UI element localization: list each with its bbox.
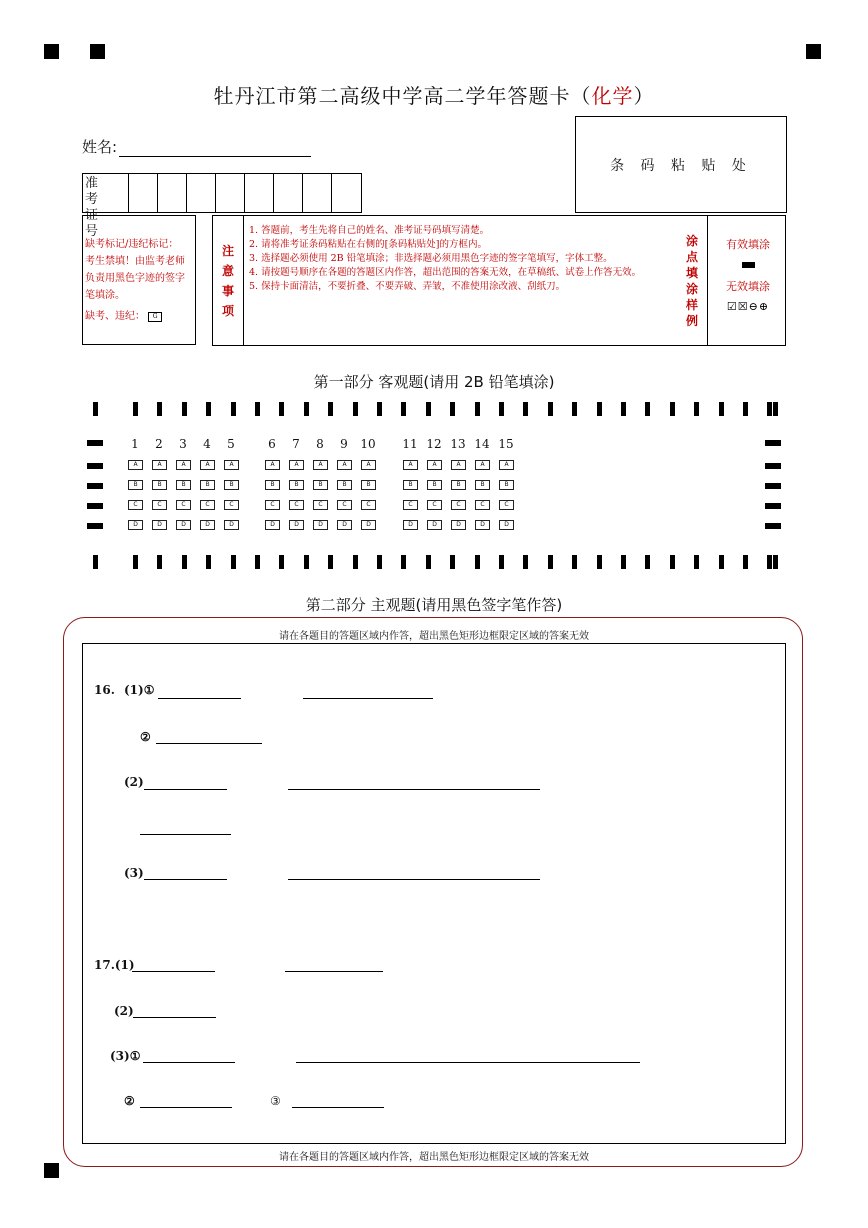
question-number: 10 (360, 437, 376, 451)
option-bubble-c[interactable]: C (475, 500, 490, 510)
question-number: 7 (292, 437, 300, 451)
section1-title: 第一部分 客观题(请用 2B 铅笔填涂) (313, 373, 555, 391)
option-bubble-b[interactable]: B (200, 480, 215, 490)
option-bubble-c[interactable]: C (224, 500, 239, 510)
option-bubble-d[interactable]: D (475, 520, 490, 530)
timing-mark (773, 402, 778, 416)
option-bubble-a[interactable]: A (337, 460, 352, 470)
row-mark (87, 523, 103, 529)
q16-part2: (2) (124, 775, 144, 789)
option-bubble-b[interactable]: B (289, 480, 304, 490)
timing-mark (767, 555, 772, 569)
timing-mark (621, 402, 626, 416)
option-bubble-c[interactable]: C (451, 500, 466, 510)
timing-mark (133, 555, 138, 569)
timing-mark (597, 402, 602, 416)
option-bubble-a[interactable]: A (265, 460, 280, 470)
option-bubble-a[interactable]: A (427, 460, 442, 470)
option-bubble-d[interactable]: D (224, 520, 239, 530)
option-bubble-c[interactable]: C (176, 500, 191, 510)
option-bubble-a[interactable]: A (152, 460, 167, 470)
timing-mark (206, 555, 211, 569)
question-number: 11 (402, 437, 418, 451)
row-mark (765, 523, 781, 529)
timing-mark (255, 555, 260, 569)
timing-mark (743, 555, 748, 569)
option-bubble-d[interactable]: D (361, 520, 376, 530)
question-number: 12 (426, 437, 442, 451)
q17-blank[interactable] (285, 970, 383, 972)
timing-mark (645, 555, 650, 569)
option-bubble-b[interactable]: B (475, 480, 490, 490)
option-bubble-d[interactable]: D (427, 520, 442, 530)
q17-label: 17.(1) (94, 958, 135, 972)
notice-label: 注 意 事 项 (213, 216, 244, 345)
option-bubble-c[interactable]: C (361, 500, 376, 510)
option-bubble-c[interactable]: C (289, 500, 304, 510)
option-bubble-d[interactable]: D (152, 520, 167, 530)
question-number: 14 (474, 437, 490, 451)
timing-mark (133, 402, 138, 416)
option-bubble-d[interactable]: D (451, 520, 466, 530)
absence-checkbox[interactable]: G (148, 312, 162, 322)
question-number: 9 (340, 437, 348, 451)
corner-mark (90, 44, 105, 59)
option-bubble-d[interactable]: D (337, 520, 352, 530)
row-mark (87, 483, 103, 489)
option-bubble-a[interactable]: A (289, 460, 304, 470)
option-bubble-d[interactable]: D (499, 520, 514, 530)
q16-blank[interactable] (288, 878, 540, 880)
timing-mark (548, 555, 553, 569)
option-bubble-a[interactable]: A (224, 460, 239, 470)
timing-mark (597, 555, 602, 569)
timing-mark (548, 402, 553, 416)
timing-mark (621, 555, 626, 569)
option-bubble-b[interactable]: B (176, 480, 191, 490)
timing-mark (475, 402, 480, 416)
option-bubble-d[interactable]: D (313, 520, 328, 530)
row-mark (87, 463, 103, 469)
option-bubble-c[interactable]: C (403, 500, 418, 510)
option-bubble-b[interactable]: B (361, 480, 376, 490)
section2-title: 第二部分 主观题(请用黑色签字笔作答) (305, 596, 563, 614)
q16-blank[interactable] (303, 697, 433, 699)
timing-mark (206, 402, 211, 416)
timing-mark (450, 402, 455, 416)
option-bubble-d[interactable]: D (265, 520, 280, 530)
timing-mark (719, 555, 724, 569)
option-bubble-d[interactable]: D (200, 520, 215, 530)
q16-label: 16. (94, 683, 115, 697)
option-bubble-d[interactable]: D (176, 520, 191, 530)
option-bubble-c[interactable]: C (313, 500, 328, 510)
q17-blank[interactable] (132, 970, 215, 972)
option-bubble-b[interactable]: B (451, 480, 466, 490)
option-bubble-b[interactable]: B (265, 480, 280, 490)
option-bubble-b[interactable]: B (499, 480, 514, 490)
q17-part3: (3)① (110, 1049, 141, 1063)
row-mark (765, 440, 781, 446)
option-bubble-a[interactable]: A (475, 460, 490, 470)
timing-mark (523, 555, 528, 569)
name-field[interactable]: 姓名: (82, 136, 311, 157)
corner-mark (44, 1163, 59, 1178)
absence-mark-box: 缺考标记/违纪标记： 考生禁填！由监考老师负责用黑色字迹的签字笔填涂。 缺考、违纪： G (82, 215, 196, 345)
timing-mark (499, 555, 504, 569)
q16-part3: (3) (124, 866, 144, 880)
option-bubble-a[interactable]: A (451, 460, 466, 470)
timing-mark (426, 555, 431, 569)
timing-mark (426, 402, 431, 416)
row-mark (765, 463, 781, 469)
option-bubble-c[interactable]: C (152, 500, 167, 510)
option-bubble-b[interactable]: B (337, 480, 352, 490)
question-number: 13 (450, 437, 466, 451)
timing-mark (353, 402, 358, 416)
q17-part3c: ③ (270, 1094, 281, 1108)
timing-mark (353, 555, 358, 569)
timing-mark (279, 402, 284, 416)
timing-mark (572, 402, 577, 416)
timing-mark (767, 402, 772, 416)
q16-blank[interactable] (144, 788, 227, 790)
row-mark (87, 503, 103, 509)
timing-mark (328, 555, 333, 569)
option-bubble-b[interactable]: B (224, 480, 239, 490)
timing-mark (743, 402, 748, 416)
barcode-area: 条 码 粘 贴 处 (575, 116, 787, 213)
option-bubble-a[interactable]: A (200, 460, 215, 470)
question-number: 15 (498, 437, 514, 451)
timing-mark (377, 402, 382, 416)
timing-mark (328, 402, 333, 416)
option-bubble-c[interactable]: C (128, 500, 143, 510)
q16-blank[interactable] (288, 788, 540, 790)
q17-blank[interactable] (140, 1106, 232, 1108)
q16-blank[interactable] (158, 697, 241, 699)
timing-mark (157, 555, 162, 569)
row-mark (87, 440, 103, 446)
corner-mark (806, 44, 821, 59)
question-number: 1 (131, 437, 139, 451)
option-bubble-b[interactable]: B (427, 480, 442, 490)
timing-mark (182, 402, 187, 416)
option-bubble-c[interactable]: C (265, 500, 280, 510)
question-number: 5 (227, 437, 235, 451)
fill-example: 有效填涂 无效填涂 ☑☒⊖⊕ (726, 238, 770, 313)
timing-mark (719, 402, 724, 416)
q16-blank[interactable] (144, 878, 227, 880)
fill-example-label: 涂 点 填 涂 样 例 (677, 216, 708, 345)
row-mark (765, 503, 781, 509)
notice-box (212, 215, 786, 346)
timing-mark (255, 402, 260, 416)
timing-mark (401, 555, 406, 569)
timing-mark (157, 402, 162, 416)
q16-blank[interactable] (156, 742, 262, 744)
timing-mark (645, 402, 650, 416)
option-bubble-b[interactable]: B (152, 480, 167, 490)
timing-mark (523, 402, 528, 416)
page-title: 牡丹江市第二高级中学高二学年答题卡（化学） (213, 84, 655, 108)
question-number: 4 (203, 437, 211, 451)
timing-mark (670, 402, 675, 416)
q17-part3b: ② (124, 1094, 135, 1108)
question-number: 6 (268, 437, 276, 451)
option-bubble-a[interactable]: A (313, 460, 328, 470)
timing-mark (231, 555, 236, 569)
option-bubble-a[interactable]: A (128, 460, 143, 470)
timing-mark (670, 555, 675, 569)
option-bubble-a[interactable]: A (499, 460, 514, 470)
question-number: 3 (179, 437, 187, 451)
q16-blank[interactable] (140, 833, 231, 835)
timing-mark (279, 555, 284, 569)
q17-blank[interactable] (143, 1061, 235, 1063)
q17-blank[interactable] (133, 1016, 216, 1018)
option-bubble-d[interactable]: D (289, 520, 304, 530)
option-bubble-a[interactable]: A (403, 460, 418, 470)
q16-part1b: ② (140, 730, 151, 744)
timing-mark (304, 555, 309, 569)
option-bubble-d[interactable]: D (128, 520, 143, 530)
exam-id-grid[interactable] (82, 173, 362, 239)
valid-fill-mark (742, 262, 755, 268)
question-number: 8 (316, 437, 324, 451)
answer-area[interactable] (82, 643, 786, 1144)
q17-blank[interactable] (296, 1061, 640, 1063)
question-number: 2 (155, 437, 163, 451)
timing-mark (694, 555, 699, 569)
timing-mark (93, 402, 98, 416)
q17-part2: (2) (114, 1004, 134, 1018)
timing-mark (304, 402, 309, 416)
option-bubble-c[interactable]: C (499, 500, 514, 510)
notice-items: 1. 答题前，考生先将自己的姓名、准考证号码填写清楚。 2. 请将准考证条码粘贴在右侧的[条码粘贴处]的方框内。 3. 选择题必须使用 2B 铅笔填涂；非选择题必须用黑色字迹的签字笔填写，字体工整。 4. 请按题号顺序在各题的答题区内作答，超出范围的答案无效，在草稿纸、试卷上作答无效。 5. 保持卡面清洁，不要折叠、不要弄破、弄皱，不准使用涂改液、刮纸刀。 (249, 225, 642, 292)
q17-blank[interactable] (292, 1106, 384, 1108)
q16-part1: (1)① (124, 683, 155, 697)
option-bubble-c[interactable]: C (427, 500, 442, 510)
timing-mark (475, 555, 480, 569)
answer-warning-top: 请在各题目的答题区域内作答，超出黑色矩形边框限定区域的答案无效 (279, 631, 589, 642)
timing-mark (773, 555, 778, 569)
row-mark (765, 483, 781, 489)
option-bubble-a[interactable]: A (176, 460, 191, 470)
option-bubble-c[interactable]: C (337, 500, 352, 510)
timing-mark (694, 402, 699, 416)
option-bubble-c[interactable]: C (200, 500, 215, 510)
answer-warning-bottom: 请在各题目的答题区域内作答，超出黑色矩形边框限定区域的答案无效 (279, 1152, 589, 1163)
timing-mark (182, 555, 187, 569)
exam-id-label: 准 考 证 号 (83, 174, 129, 212)
corner-mark (44, 44, 59, 59)
timing-mark (377, 555, 382, 569)
timing-mark (450, 555, 455, 569)
option-bubble-b[interactable]: B (403, 480, 418, 490)
timing-mark (93, 555, 98, 569)
timing-mark (572, 555, 577, 569)
option-bubble-d[interactable]: D (403, 520, 418, 530)
timing-mark (499, 402, 504, 416)
option-bubble-b[interactable]: B (128, 480, 143, 490)
timing-mark (401, 402, 406, 416)
option-bubble-a[interactable]: A (361, 460, 376, 470)
timing-mark (231, 402, 236, 416)
option-bubble-b[interactable]: B (313, 480, 328, 490)
